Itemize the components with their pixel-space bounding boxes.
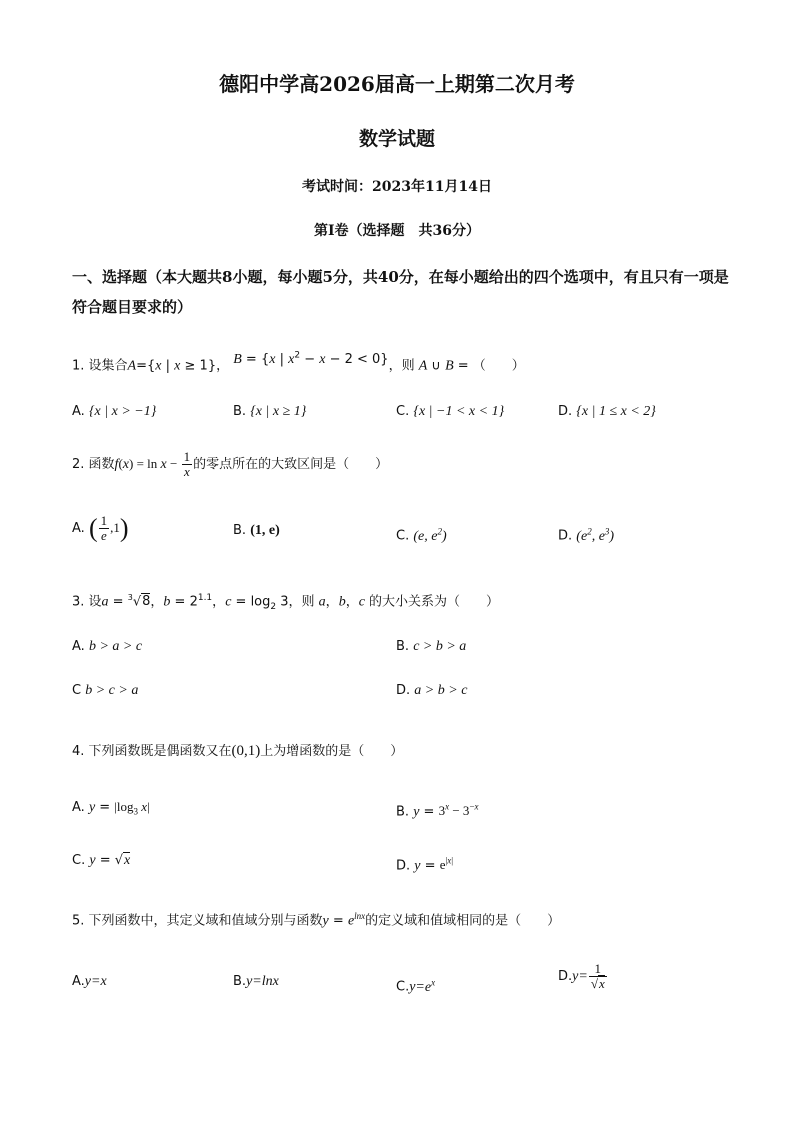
option-letter: A. <box>72 974 85 989</box>
q5-option-d[interactable]: D.y= $\frac{1}{√x}$ <box>558 961 605 991</box>
option-letter: B. <box>233 974 247 989</box>
exam-time: 考试时间：2023年11月14日 <box>302 179 492 195</box>
q2-option-c[interactable]: C. (e, $e^2$) <box>396 526 447 544</box>
q1-math: = <box>136 358 148 374</box>
section-heading: 一、选择题（本大题共8小题，每小题5分，共40分，在每小题给出的四个选项中，有且只有一项是符合题目要求的） <box>72 268 729 316</box>
option-letter: C. <box>396 979 410 995</box>
question-1: 1. 设集合A={x | x ≥ 1}， B = {x | $x^2 - x - 2 < 0$}，则 A ∪ B = （ ） <box>72 351 525 374</box>
option-letter: B. <box>396 639 410 654</box>
question-5-suffix: 的定义域和值域相同的是（ ） <box>365 913 561 929</box>
option-letter: C. <box>396 404 410 419</box>
q5-option-a[interactable] <box>72 972 107 992</box>
question-4 <box>72 741 403 762</box>
exam-subtitle: 数学试题 <box>358 128 435 150</box>
q2-function: f <box>114 457 119 472</box>
option-text: a > b > c <box>414 683 468 698</box>
option-text: b > a > c <box>88 639 143 654</box>
q3-option-b[interactable] <box>396 637 466 657</box>
q1-option-d[interactable] <box>558 402 656 422</box>
option-letter: B. <box>233 523 247 538</box>
question-4-suffix: 上为增函数的是（ ） <box>260 744 404 759</box>
q5-option-c[interactable]: $C.y=e^x$ <box>396 977 436 995</box>
q3-option-c[interactable] <box>72 681 138 701</box>
option-text: {x | x ≥ 1} <box>250 404 307 419</box>
option-text: y=lnx <box>246 974 279 989</box>
volume-heading: 第I卷（选择题 共36分） <box>313 223 481 239</box>
option-text: (1, e) <box>250 523 280 538</box>
question-4-prefix: 4. 下列函数既是偶函数又在 <box>72 744 232 759</box>
question-5-prefix: 5. 下列函数中，其定义域和值域分别与函数 <box>72 913 323 929</box>
question-3: 3. 设a = $^3$√8，$b = 2^{1.1}$，$c = \log_2 3$，则 a，b，c 的大小关系为（ ） <box>72 593 500 612</box>
option-text: b > c > a <box>85 683 139 698</box>
q4-option-c[interactable]: C. y = √x <box>72 853 131 868</box>
q2-option-a[interactable]: A. ( $\frac{1}{e}$ ,1) <box>72 513 129 543</box>
question-1-prefix: 1. 设集合 <box>72 358 128 374</box>
option-letter: D. <box>558 404 573 419</box>
q2-option-b[interactable] <box>233 521 280 541</box>
q1-set-a-def: {x | x ≥ 1} <box>147 358 217 374</box>
option-text: y= <box>409 979 425 995</box>
question-2-prefix: 2. 函数 <box>72 457 115 472</box>
option-letter: D. <box>558 528 573 544</box>
q4-option-d[interactable]: D. $y = e^{|x|}$ <box>396 856 454 874</box>
q4-option-b[interactable]: B. $y = 3^x - 3^{-x}$ <box>396 802 479 820</box>
option-letter: A. <box>72 404 85 419</box>
option-letter: D. <box>396 858 411 874</box>
exam-title: 德阳中学高2026届高一上期第二次月考 <box>219 72 575 96</box>
option-letter: D. <box>558 969 573 984</box>
question-4-interval: (0,1) <box>231 743 261 759</box>
q2-fraction: $\frac{1}{x}$ <box>183 449 191 479</box>
option-letter: B. <box>396 804 410 820</box>
option-letter: C <box>72 683 82 698</box>
q2-option-d[interactable]: D. ($e^2$, $e^3$) <box>558 526 615 544</box>
q5-option-b[interactable] <box>233 972 279 992</box>
question-3-prefix: 3. 设 <box>72 594 102 610</box>
option-letter: B. <box>233 404 247 419</box>
option-letter: D. <box>396 683 411 698</box>
q1-set-b-def: B = {x | $x^2 - x - 2 < 0$} <box>233 351 389 368</box>
q1-option-b[interactable] <box>233 402 306 422</box>
q1-option-c[interactable] <box>396 402 504 422</box>
question-2: 2. 函数f(x) = ln x − $\frac{1}{x}$ 的零点所在的大致区间是（ ） <box>72 449 389 479</box>
option-letter: C. <box>396 528 410 544</box>
option-text: y=x <box>84 974 107 989</box>
q4-option-a[interactable]: A. $y = |\log_3$ x| <box>72 799 150 817</box>
q3-option-d[interactable] <box>396 681 467 701</box>
q3-option-a[interactable] <box>72 637 142 657</box>
question-5: 5. 下列函数中，其定义域和值域分别与函数$y = e^{lnx}$的定义域和值域相同的是（ ） <box>72 911 561 929</box>
option-letter: A. <box>72 800 85 815</box>
option-text: {x | 1 ≤ x < 2} <box>576 404 656 419</box>
option-letter: C. <box>72 853 86 868</box>
option-text: {x | x > −1} <box>88 404 157 419</box>
q1-option-a[interactable] <box>72 402 156 422</box>
option-letter: A. <box>72 521 85 536</box>
option-text: y= <box>572 969 588 984</box>
option-text: c > b > a <box>413 639 467 654</box>
option-text: {x | −1 < x < 1} <box>413 404 505 419</box>
question-1-set-a: A <box>127 358 137 374</box>
option-letter: A. <box>72 639 85 654</box>
question-2-suffix: 的零点所在的大致区间是（ ） <box>193 457 389 472</box>
